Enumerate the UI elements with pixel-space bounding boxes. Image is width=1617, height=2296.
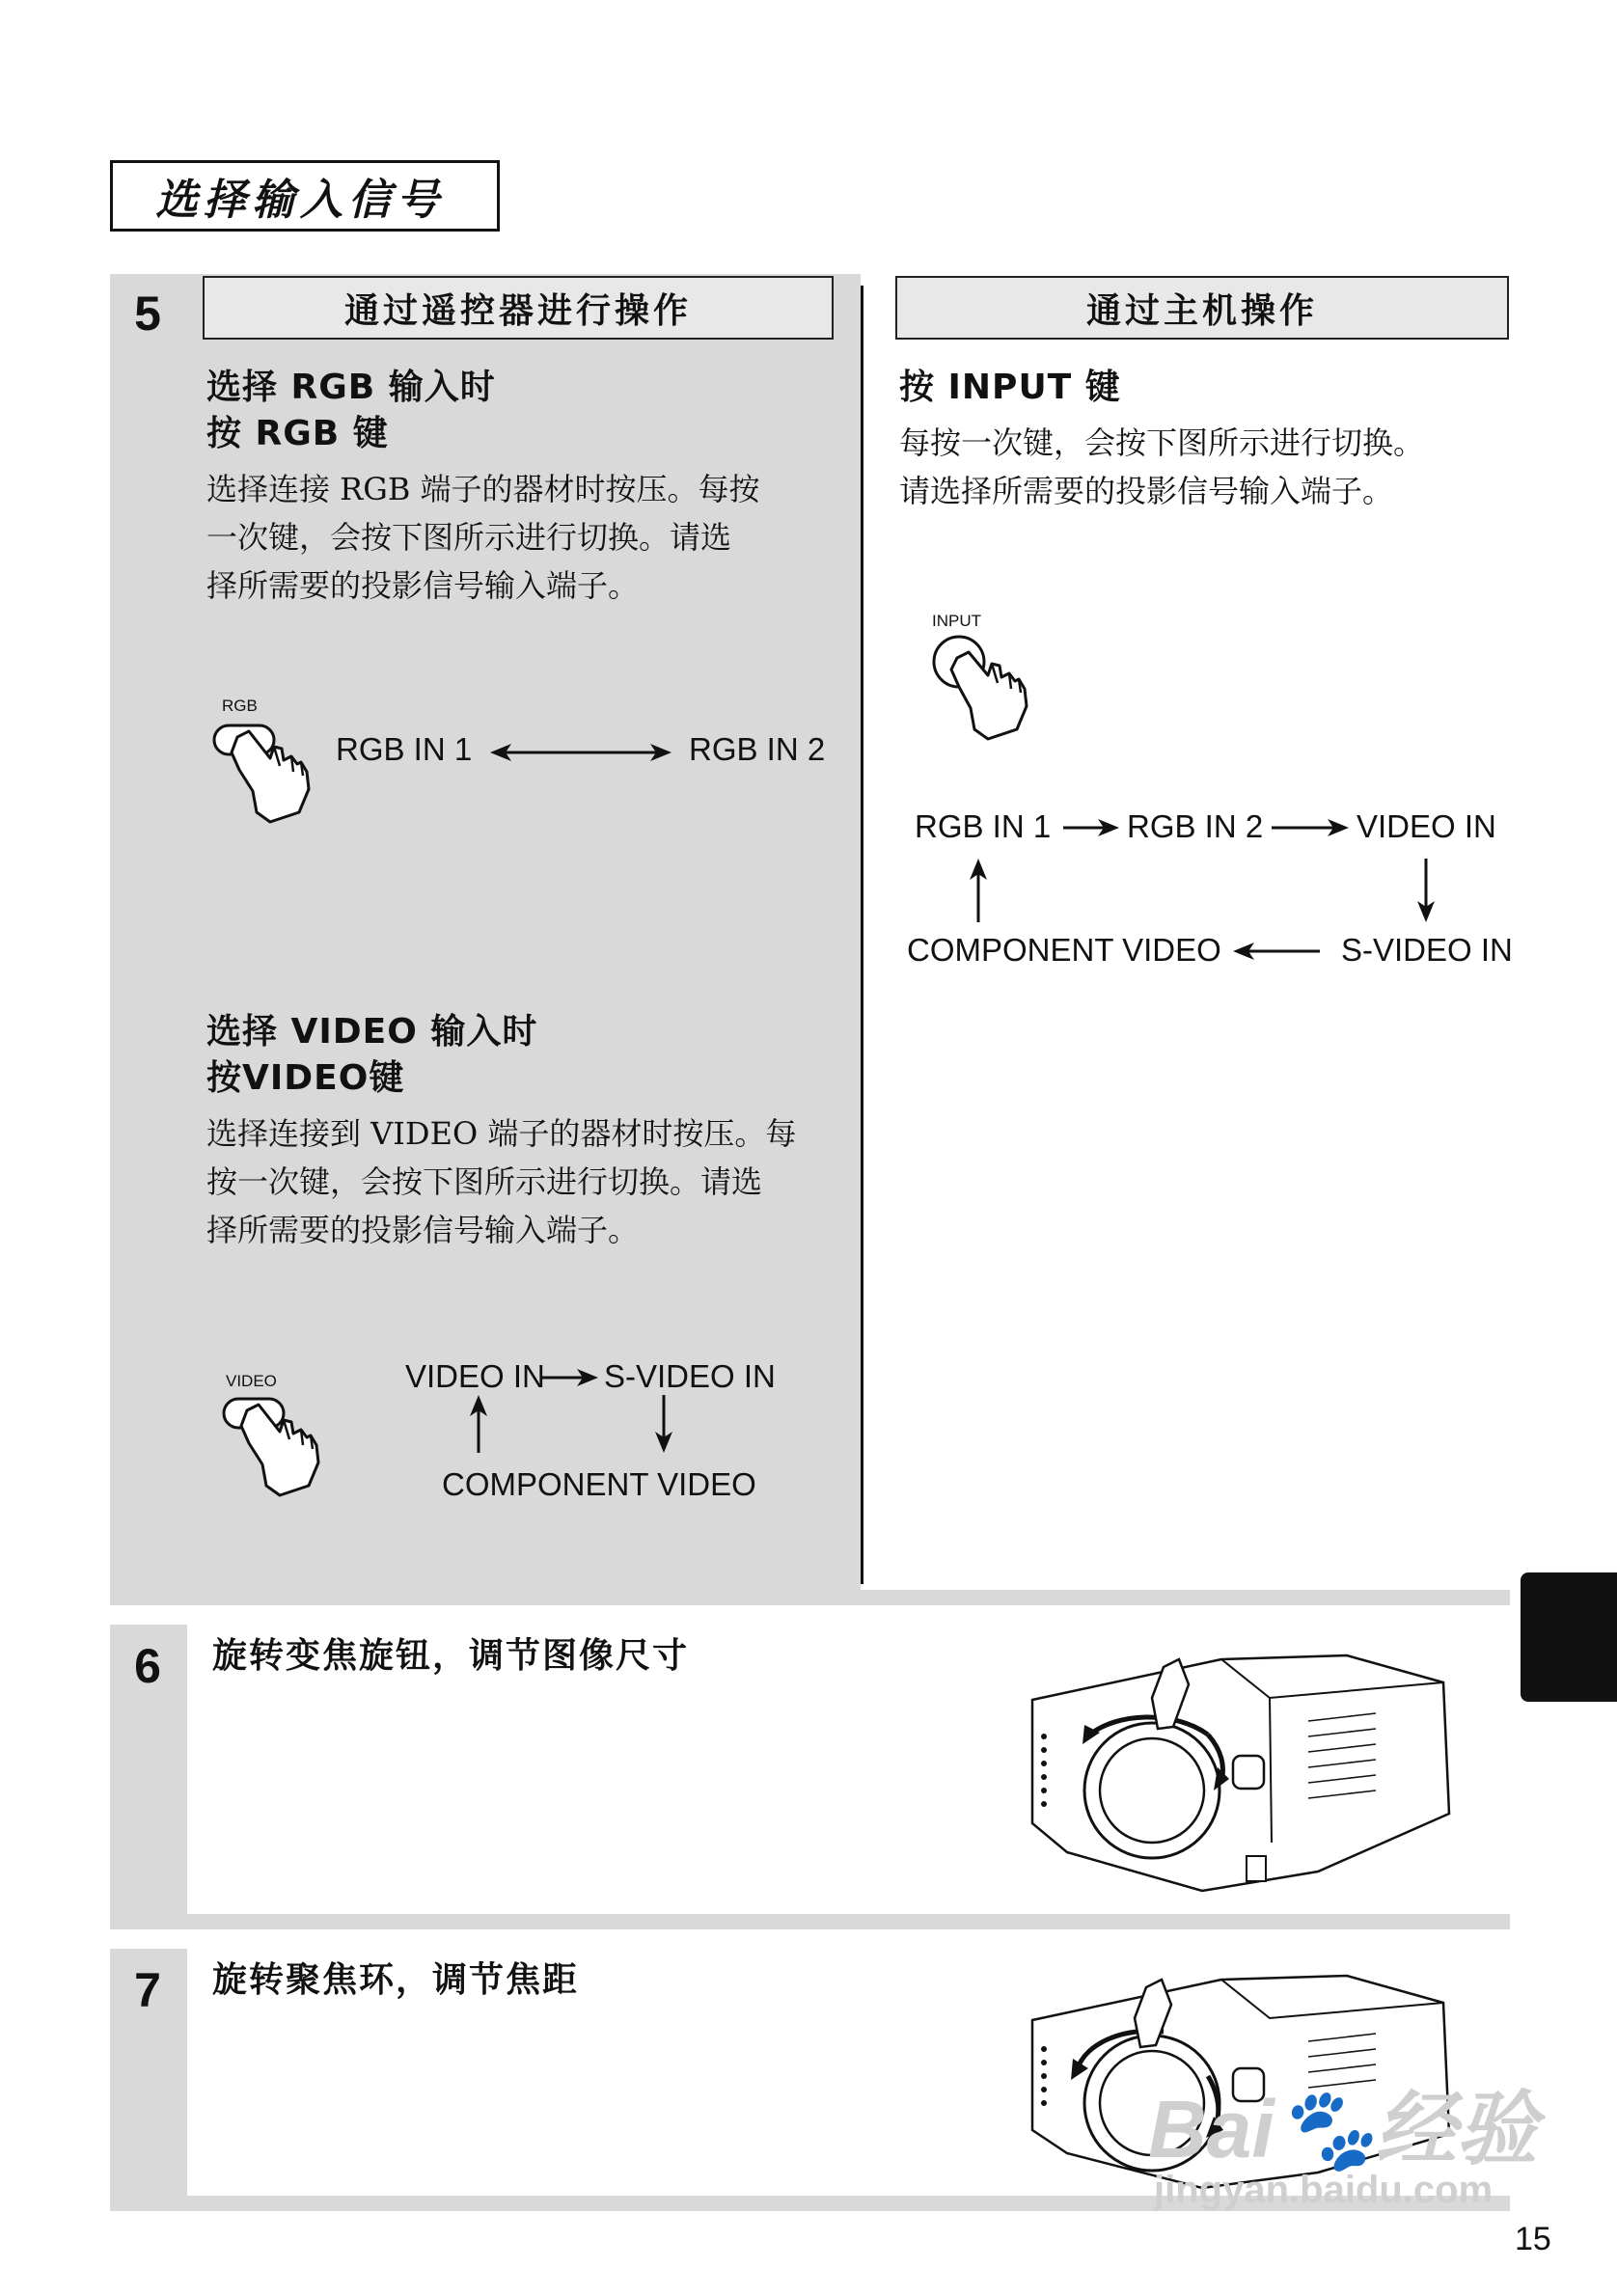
main-unit-body-line: 请选择所需要的投影信号输入端子。 <box>899 473 1394 509</box>
main-flow-component-video: COMPONENT VIDEO <box>907 932 1221 968</box>
remote-header: 通过遥控器进行操作 <box>203 276 834 340</box>
video-flow-video-in: VIDEO IN <box>405 1358 545 1394</box>
page-title: 选择输入信号 <box>110 160 500 232</box>
main-flow-arrow-down <box>1414 859 1438 922</box>
watermark-paw-icon: 🐾 <box>1274 2084 1376 2174</box>
rgb-flow-rgb-in-2: RGB IN 2 <box>689 731 826 767</box>
video-body-line: 选择连接到 VIDEO 端子的器材时按压。每 <box>206 1115 797 1152</box>
watermark-brand-text: Bai <box>1148 2084 1274 2174</box>
step-6-number: 6 <box>134 1639 161 1693</box>
rgb-body-line: 选择连接 RGB 端子的器材时按压。每按 <box>206 471 760 507</box>
video-button-press-icon <box>220 1393 336 1499</box>
main-flow-arrow-right-1 <box>1063 816 1119 839</box>
main-flow-arrow-left <box>1233 940 1320 963</box>
watermark-url: jingyan.baidu.com <box>1154 2169 1494 2211</box>
rgb-button-press-icon <box>210 720 326 826</box>
input-button-label: INPUT <box>932 612 981 630</box>
rgb-double-arrow <box>490 741 671 764</box>
step-7-number: 7 <box>134 1963 161 2017</box>
rgb-body-line: 一次键，会按下图所示进行切换。请选 <box>206 519 732 556</box>
rgb-button-label: RGB <box>222 697 258 715</box>
main-flow-rgb-in-2: RGB IN 2 <box>1127 808 1264 844</box>
main-flow-video-in: VIDEO IN <box>1357 808 1496 844</box>
input-button-press-icon <box>928 633 1044 741</box>
main-unit-body-line: 每按一次键，会按下图所示进行切换。 <box>899 424 1425 461</box>
main-unit-heading: 按 INPUT 键 <box>899 368 1121 407</box>
video-body-line: 按一次键，会按下图所示进行切换。请选 <box>206 1163 763 1200</box>
main-flow-rgb-in-1: RGB IN 1 <box>915 808 1052 844</box>
main-flow-arrow-up <box>967 859 990 922</box>
video-flow-arrow-up <box>467 1395 490 1453</box>
video-flow-s-video-in: S-VIDEO IN <box>604 1358 776 1394</box>
rgb-body-line: 择所需要的投影信号输入端子。 <box>206 567 640 604</box>
watermark-brand2-text: 经验 <box>1375 2084 1538 2174</box>
video-flow-arrow-right <box>542 1366 598 1389</box>
page-number: 15 <box>1515 2221 1551 2257</box>
step-5-band <box>110 274 187 1605</box>
video-body-line: 择所需要的投影信号输入端子。 <box>206 1212 640 1248</box>
video-heading-line1: 选择 VIDEO 输入时 <box>206 1012 538 1052</box>
video-flow-arrow-down <box>652 1395 675 1453</box>
projector-zoom-illustration <box>1028 1621 1463 1900</box>
video-button-label: VIDEO <box>226 1372 277 1390</box>
video-heading-line2: 按VIDEO键 <box>206 1058 405 1098</box>
step-5-bottom-band <box>110 1590 1510 1605</box>
step-7-title: 旋转聚焦环，调节焦距 <box>212 1960 580 2000</box>
main-flow-s-video-in: S-VIDEO IN <box>1341 932 1513 968</box>
video-flow-component-video: COMPONENT VIDEO <box>442 1466 756 1502</box>
step-6-bottom-band <box>110 1914 1510 1929</box>
watermark-brand <box>1148 2064 1537 2181</box>
main-flow-arrow-right-2 <box>1272 816 1349 839</box>
main-unit-header: 通过主机操作 <box>895 276 1509 340</box>
column-divider <box>861 286 863 1584</box>
step-6-title: 旋转变焦旋钮，调节图像尺寸 <box>212 1636 690 1676</box>
step-5-number: 5 <box>134 287 161 341</box>
main-unit-section <box>899 365 1517 515</box>
rgb-flow-rgb-in-1: RGB IN 1 <box>336 731 473 767</box>
video-section <box>206 1009 863 1254</box>
rgb-heading-line1: 选择 RGB 输入时 <box>206 368 496 407</box>
chapter-thumb-tab <box>1521 1572 1617 1702</box>
rgb-section <box>206 365 853 610</box>
rgb-heading-line2: 按 RGB 键 <box>206 414 389 453</box>
